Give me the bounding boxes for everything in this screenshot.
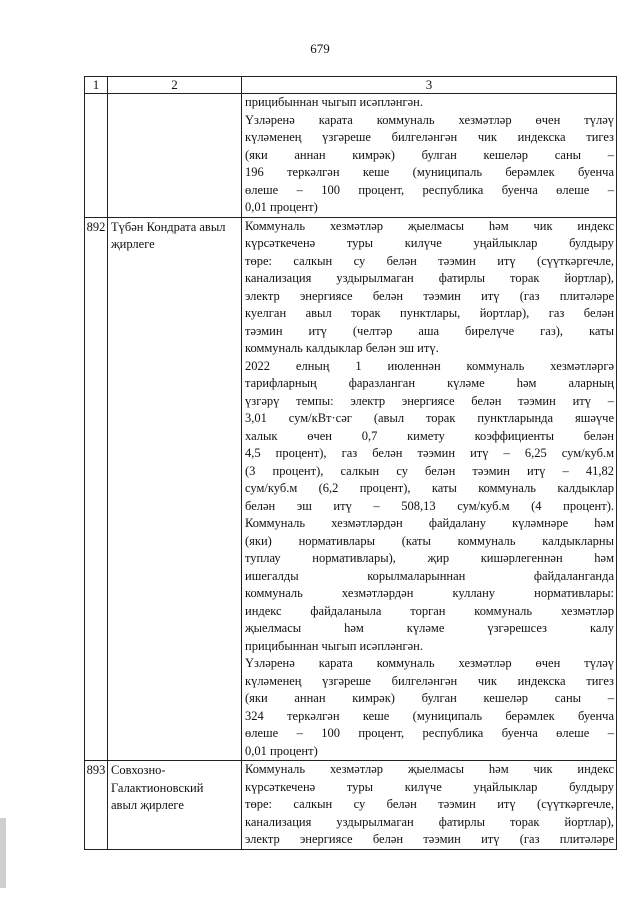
text-line: 4,5 процент), газ белән тәэмин итү – 6,25 сум/куб.м — [245, 446, 614, 460]
text-line: канализация уздырылмаган фатирлы торак йортлар), — [245, 271, 614, 285]
text-line: 0,01 процент) — [245, 200, 318, 214]
settlement-name-line: Галактионовский — [111, 780, 204, 795]
settlement-name-line: Түбән Кондрата авыл — [111, 219, 226, 234]
row-number — [85, 94, 108, 218]
text-line: күләменең үзгәреше билгеләнгән чик индекска тигез — [245, 673, 614, 688]
text-line: (яки аннан кимрәк) булган кешеләр саны – — [245, 147, 614, 162]
settlement-name-line: Совхозно- — [111, 763, 166, 777]
text-line: Үзләренә карата коммуналь хезмәтләр өчен түләү — [245, 112, 614, 127]
description-text — [242, 94, 617, 218]
text-line: тарифларның фаразланган күләме һәм аларның — [245, 376, 614, 390]
text-line: сум/куб.м (6,2 процент), каты коммуналь калдыклар — [245, 481, 614, 495]
text-line: Коммуналь хезмәтләр җыелмасы һәм чик индекс — [245, 762, 614, 776]
text-line: куелган авыл торак пунктлары, йортлар), газ белән — [245, 306, 614, 320]
text-line: үзгәрү темпы: электр энергиясе белән тәэмин итү – — [245, 393, 614, 408]
table-header-row — [85, 77, 617, 94]
text-line: төре: салкын су белән тәэмин итү (сүүткәргечле, — [245, 253, 614, 268]
table-row — [85, 94, 617, 218]
text-line: электр энергиясе белән тәэмин итү (газ плитәләре — [245, 288, 614, 303]
settlement-name — [108, 217, 242, 761]
text-line: прицибыннан чыгып исәпләнгән. — [245, 638, 423, 653]
text-line: Коммуналь хезмәтләр җыелмасы һәм чик индекс — [245, 218, 614, 233]
header-col-2: 2 — [108, 77, 242, 94]
text-line: тәэмин итү (челтәр аша бирелүче газ), каты — [245, 323, 614, 338]
text-line: (яки) нормативлары (каты коммуналь калдыкларны — [245, 533, 614, 548]
tariff-table — [84, 76, 617, 850]
text-line: туплау нормативлары), җир кишәрлегеннән һәм — [245, 551, 614, 565]
text-line: 3,01 сум/кВт·сәг (авыл торак пунктларында яшәүче — [245, 411, 614, 425]
text-line: күләменең үзгәреше билгеләнгән чик индекска тигез — [245, 130, 614, 144]
settlement-name-line: авыл җирлеге — [111, 798, 184, 812]
text-line: 196 теркәлгән кеше (муниципаль берәмлек буенча — [245, 165, 614, 179]
table-row — [85, 761, 617, 850]
description-text — [242, 217, 617, 761]
header-col-3: 3 — [242, 77, 617, 94]
table-row — [85, 217, 617, 761]
text-line: җыелмасы һәм күләме үзгәрешсез калу — [245, 621, 614, 635]
text-line: электр энергиясе белән тәэмин итү (газ плитәләре — [245, 832, 614, 846]
text-line: Үзләренә карата коммуналь хезмәтләр өчен түләү — [245, 656, 614, 670]
text-line: халык өчен 0,7 кимету коэффициенты белән — [245, 428, 614, 443]
text-line: күрсәткеченә туры килүче уңайлыклар булдыру — [245, 236, 614, 250]
scan-edge-mark — [0, 818, 6, 888]
settlement-name — [108, 761, 242, 850]
text-line: коммуналь калдыклар белән эш итү. — [245, 341, 439, 355]
header-col-1: 1 — [85, 77, 108, 94]
text-line: өлеше – 100 процент, республика буенча өлеше – — [245, 726, 614, 740]
text-line: күрсәткеченә туры килүче уңайлыклар булдыру — [245, 779, 614, 794]
text-line: төре: салкын су белән тәэмин итү (сүүткәргечле, — [245, 797, 614, 811]
text-line: (3 процент), салкын су белән тәэмин итү – 41,82 — [245, 463, 614, 478]
text-line: 0,01 процент) — [245, 743, 318, 758]
settlement-name-line: җирлеге — [111, 237, 155, 251]
text-line: Коммуналь хезмәтләрдән файдалану күләмнәре һәм — [245, 516, 614, 530]
text-line: коммуналь хезмәтләрдән куллану нормативлары: — [245, 586, 614, 600]
description-text — [242, 761, 617, 850]
row-number: 892 — [85, 217, 108, 761]
text-line: (яки аннан кимрәк) булган кешеләр саны – — [245, 691, 614, 705]
text-line: белән эш итү – 508,13 сум/куб.м (4 процент). — [245, 498, 614, 513]
text-line: ишегалды корылмаларыннан файдаланганда — [245, 568, 614, 583]
settlement-name — [108, 94, 242, 218]
text-line: канализация уздырылмаган фатирлы торак йортлар), — [245, 814, 614, 829]
text-line: 324 теркәлгән кеше (муниципаль берәмлек буенча — [245, 708, 614, 723]
text-line: 2022 елның 1 июленнән коммуналь хезмәтләргә — [245, 358, 614, 373]
text-line: прицибыннан чыгып исәпләнгән. — [245, 95, 423, 109]
text-line: өлеше – 100 процент, республика буенча өлеше – — [245, 182, 614, 197]
text-line: индекс файдаланыла торган коммуналь хезмәтләр — [245, 603, 614, 618]
row-number: 893 — [85, 761, 108, 850]
page-number: 679 — [310, 41, 330, 56]
